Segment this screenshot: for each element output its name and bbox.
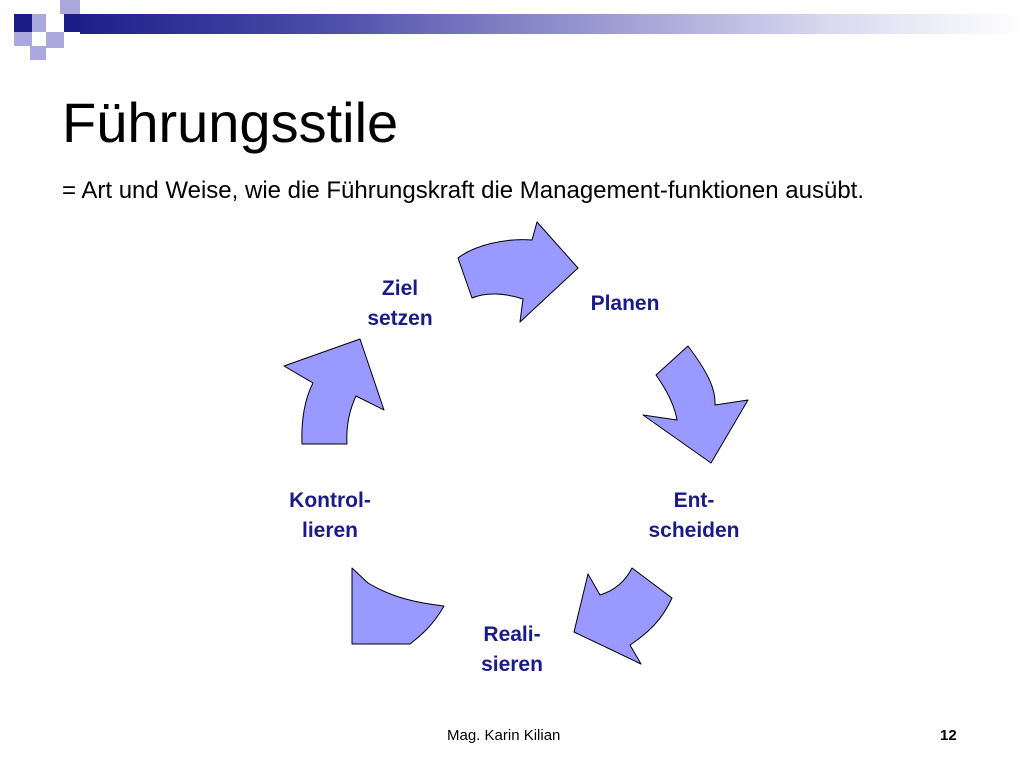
footer-author: Mag. Karin Kilian bbox=[447, 727, 561, 744]
step-label-entscheiden: Ent- scheiden bbox=[648, 489, 740, 542]
step-label-ziel-setzen: Ziel setzen bbox=[367, 277, 433, 330]
cycle-arrow-2 bbox=[643, 346, 748, 463]
cycle-arrow-1 bbox=[458, 222, 578, 322]
cycle-arrow-5 bbox=[284, 339, 384, 444]
step-label-realisieren: Reali- sieren bbox=[481, 623, 543, 676]
page-number: 12 bbox=[940, 727, 957, 744]
step-label-kontrollieren: Kontrol- lieren bbox=[289, 489, 371, 542]
step-label-planen: Planen bbox=[590, 292, 660, 315]
cycle-arrow-3 bbox=[574, 568, 672, 664]
slide-title: Führungsstile bbox=[62, 91, 399, 154]
definition-text: = Art und Weise, wie die Führungskraft die Management-funktionen ausübt. bbox=[62, 177, 865, 204]
cycle-arrow-4 bbox=[352, 568, 444, 644]
